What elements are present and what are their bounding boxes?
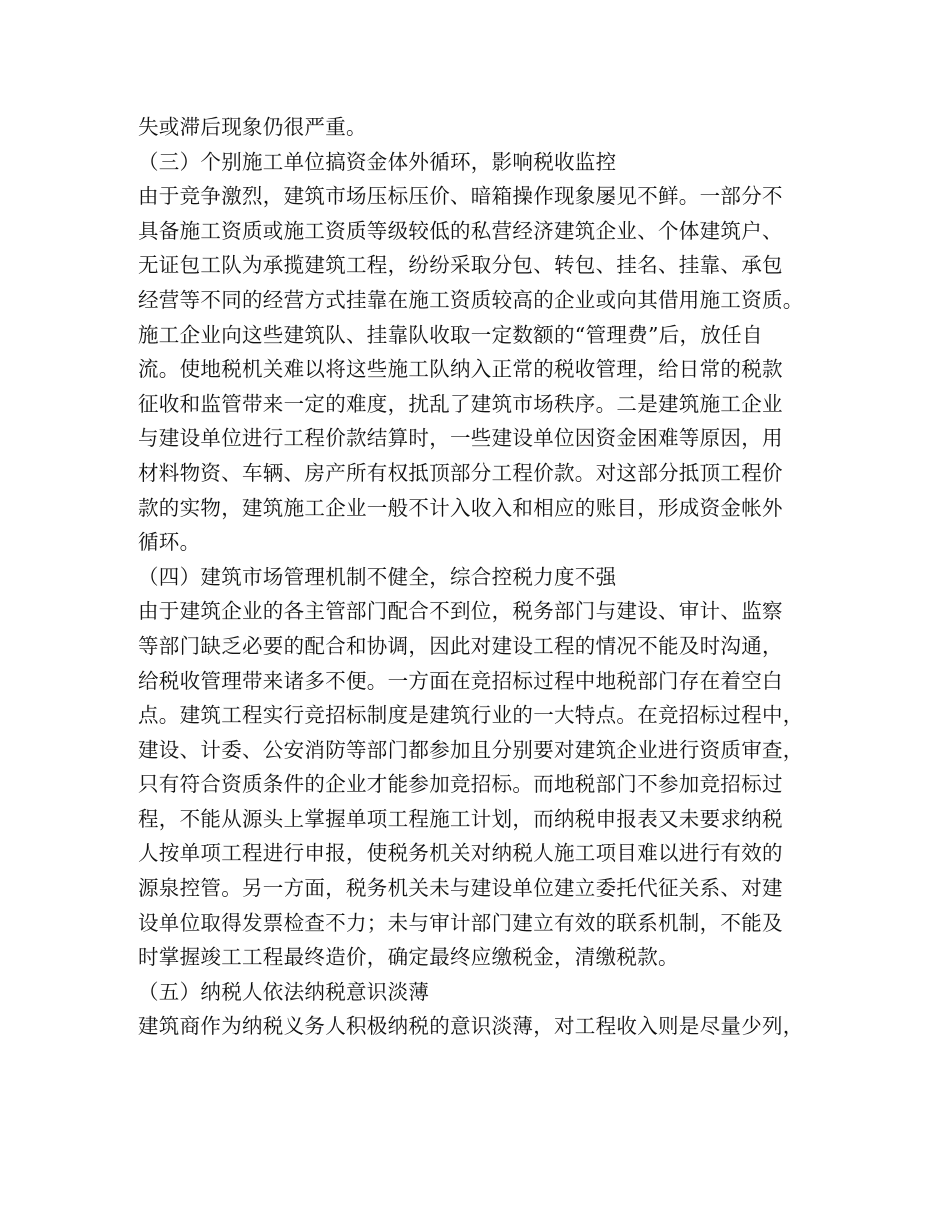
text-line: 流。使地税机关难以将这些施工队纳入正常的税收管理，给日常的税款 bbox=[138, 357, 783, 382]
text-line: 材料物资、车辆、房产所有权抵顶部分工程价款。对这部分抵顶工程价 bbox=[138, 460, 783, 485]
text-line: 征收和监管带来一定的难度，扰乱了建筑市场秩序。二是建筑施工企业 bbox=[138, 391, 783, 416]
text-line: 建筑商作为纳税义务人积极纳税的意识淡薄，对工程收入则是尽量少列， bbox=[138, 1014, 804, 1039]
text-line: 等部门缺乏必要的配合和协调，因此对建设工程的情况不能及时沟通， bbox=[138, 633, 783, 658]
section-heading-5: （五）纳税人依法纳税意识淡薄 bbox=[138, 979, 430, 1004]
text-line: 只有符合资质条件的企业才能参加竞招标。而地税部门不参加竞招标过 bbox=[138, 772, 783, 797]
text-line: 由于竞争激烈，建筑市场压标压价、暗箱操作现象屡见不鲜。一部分不 bbox=[138, 184, 783, 209]
text-line: 点。建筑工程实行竞招标制度是建筑行业的一大特点。在竞招标过程中， bbox=[138, 703, 804, 728]
section-heading-4: （四）建筑市场管理机制不健全，综合控税力度不强 bbox=[138, 564, 617, 589]
text-line: 具备施工资质或施工资质等级较低的私营经济建筑企业、个体建筑户、 bbox=[138, 218, 783, 243]
text-line: 失或滞后现象仍很严重。 bbox=[138, 115, 367, 139]
text-line: 款的实物，建筑施工企业一般不计入收入和相应的账目，形成资金帐外 bbox=[138, 495, 783, 520]
text-line: 由于建筑企业的各主管部门配合不到位，税务部门与建设、审计、监察 bbox=[138, 599, 783, 624]
text-line: 无证包工队为承揽建筑工程，纷纷采取分包、转包、挂名、挂靠、承包 bbox=[138, 253, 783, 278]
text-line: 人按单项工程进行申报，使税务机关对纳税人施工项目难以进行有效的 bbox=[138, 841, 783, 866]
text-line: 给税收管理带来诸多不便。一方面在竞招标过程中地税部门存在着空白 bbox=[138, 668, 783, 693]
text-line: 循环。 bbox=[138, 530, 201, 555]
text-line: 时掌握竣工工程最终造价，确定最终应缴税金，清缴税款。 bbox=[138, 945, 679, 970]
text-line: 与建设单位进行工程价款结算时，一些建设单位因资金困难等原因，用 bbox=[138, 426, 783, 451]
text-line: 源泉控管。另一方面，税务机关未与建设单位建立委托代征关系、对建 bbox=[138, 876, 783, 901]
body-text bbox=[138, 110, 828, 1044]
text-line: 建设、计委、公安消防等部门都参加且分别要对建筑企业进行资质审查， bbox=[138, 737, 804, 762]
text-line: 设单位取得发票检查不力；未与审计部门建立有效的联系机制，不能及 bbox=[138, 910, 783, 935]
text-line: 施工企业向这些建筑队、挂靠队收取一定数额的“管理费”后，放任自 bbox=[138, 322, 763, 347]
text-line: 程，不能从源头上掌握单项工程施工计划，而纳税申报表又未要求纳税 bbox=[138, 806, 783, 831]
text-line: 经营等不同的经营方式挂靠在施工资质较高的企业或向其借用施工资质。 bbox=[138, 287, 804, 312]
section-heading-3: （三）个别施工单位搞资金体外循环，影响税收监控 bbox=[138, 149, 617, 174]
